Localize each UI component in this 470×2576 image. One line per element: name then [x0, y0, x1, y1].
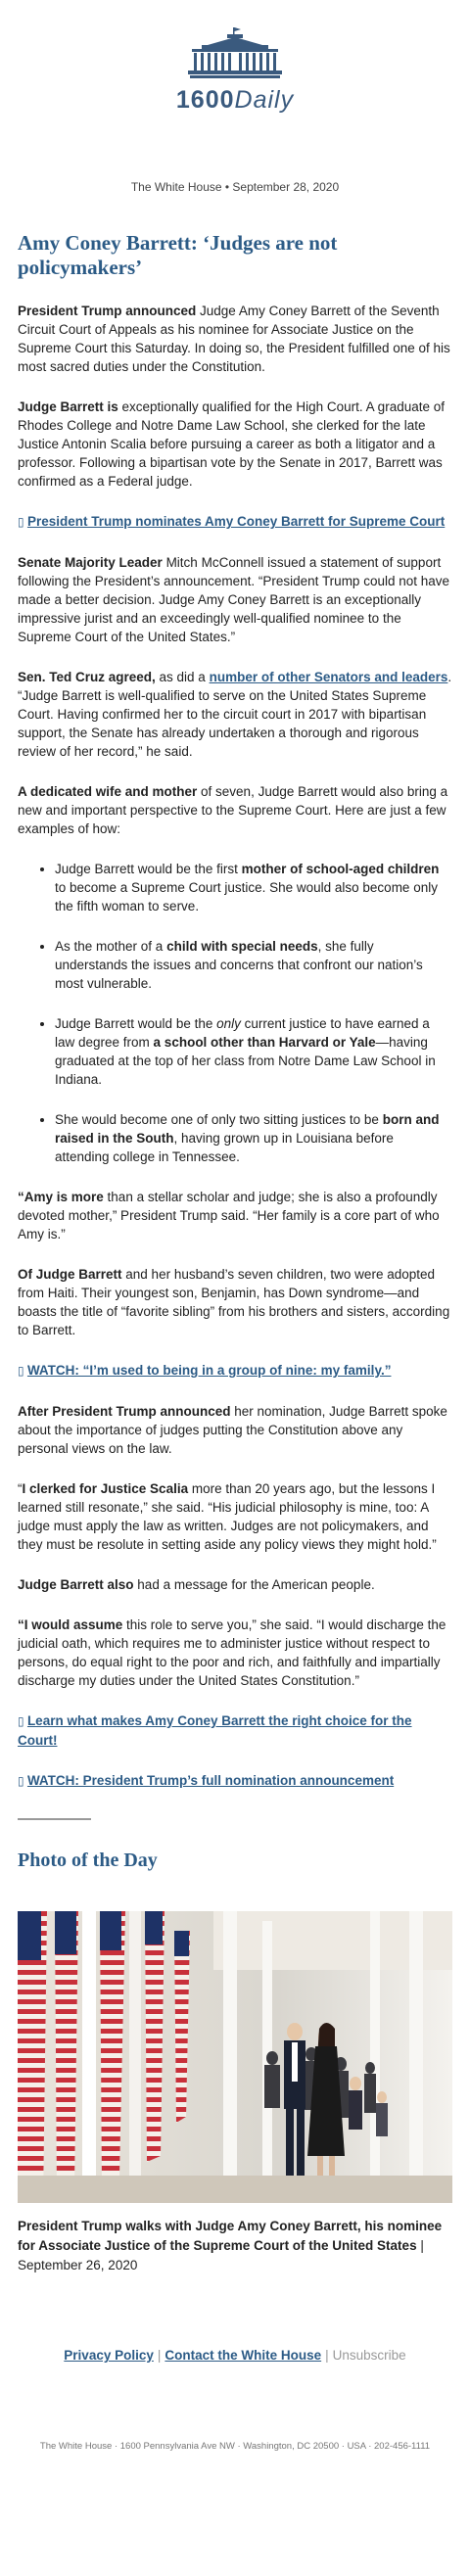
link-row-3 — [18, 1711, 452, 1750]
header — [0, 0, 470, 137]
bullet-list — [18, 860, 452, 1166]
footer-separator: | — [325, 2348, 329, 2363]
full-announcement-link[interactable]: WATCH: President Trump’s full nomination announcement — [26, 1773, 395, 1788]
paragraph-lead: President Trump announced — [18, 304, 197, 318]
paragraph-lead: Judge Barrett also — [18, 1577, 134, 1592]
list-emphasis: mother of school-aged children — [241, 862, 440, 876]
paragraph-lead: Sen. Ted Cruz agreed, — [18, 670, 156, 684]
list-text: —having graduated at the top of her class from Notre Dame Law School in Indiana. — [55, 1035, 436, 1087]
list-text: Judge Barrett would be the first — [55, 862, 242, 876]
paragraph-lead: “Amy is more — [18, 1190, 104, 1204]
paragraph-lead: After President Trump announced — [18, 1404, 231, 1419]
paragraph-5 — [18, 782, 452, 838]
list-text: to become a Supreme Court justice. She would also become only the fifth woman to serve. — [55, 880, 438, 913]
white-house-icon — [188, 27, 282, 82]
paragraph-4 — [18, 668, 452, 761]
paragraph-text: had a message for the American people. — [133, 1577, 375, 1592]
paragraph-lead: A dedicated wife and mother — [18, 784, 198, 799]
dateline: The White House • September 28, 2020 — [130, 180, 340, 194]
paragraph-text: more than 20 years ago, but the lessons I learned still resonate,” she said. “His judicial philosophy is mine, too: A judge must apply the law as written. Judges are not policymakers, and they must be resolute in setting aside any policy views they might hold.” — [18, 1481, 437, 1552]
paragraph-text: than a stellar scholar and judge; she is also a profoundly devoted mother,” President Trump said. “Her family is a core part of who Amy is.” — [18, 1190, 440, 1241]
paragraph-text: Mitch McConnell issued a statement of support following the President’s announcement. “President Trump could not have made a better decision. Judge Amy Coney Barrett is an exceptionally impressive jurist and an exceedingly well-qualified nominee to the Supreme Court of the United States.” — [18, 555, 450, 644]
paragraph-10 — [18, 1575, 452, 1594]
section-divider — [18, 1818, 91, 1820]
list-text: , she fully understands the issues and concerns that confront our nation’s most vulnerable. — [55, 939, 423, 991]
link-row-2 — [18, 1361, 452, 1381]
paragraph-text: Judge Amy Coney Barrett of the Seventh Circuit Court of Appeals as his nominee for Associate Justice on the Supreme Court this Saturday. In doing so, the President fulfilled one of his most sacred duties under the Constitution. — [18, 304, 450, 374]
paragraph-6 — [18, 1188, 452, 1243]
footer-separator: | — [157, 2348, 162, 2363]
paragraph-text: of seven, Judge Barrett would also bring a new and important perspective to the Supreme Court. Here are just a few examples of how: — [18, 784, 448, 836]
paragraph-1 — [18, 302, 452, 376]
paragraph-text: this role to serve you,” she said. “I would discharge the judicial oath, which requires me to administer justice without respect to persons, do equal right to the poor and rich, and faithfully and impartially discharge my duties under the United States Constitution.” — [18, 1617, 446, 1688]
contact-link[interactable]: Contact the White House — [164, 2348, 322, 2363]
paragraph-3 — [18, 553, 452, 646]
list-item — [55, 937, 452, 993]
unsubscribe-link[interactable]: Unsubscribe — [332, 2348, 406, 2363]
list-text: current justice to have earned a law degree from — [55, 1016, 430, 1050]
article — [0, 231, 470, 2275]
paragraph-text: . “Judge Barrett is well-qualified to serve on the United States Supreme Court. Having confirmed her to the circuit court in 2017 with bipartisan support, the Senate has already undertaken a thorough and rigorous review of her record,” he said. — [18, 670, 452, 759]
paragraph-lead: Senate Majority Leader — [18, 555, 163, 570]
link-arrow-icon: ▯ — [18, 1714, 27, 1728]
paragraph-text: as did a — [155, 670, 210, 684]
paragraph-text: and her husband’s seven children, two were adopted from Haiti. Their youngest son, Benjamin, has Down syndrome—and boasts the title of “favorite sibling” from his brothers and sisters, according to Barrett. — [18, 1267, 450, 1337]
paragraph-lead: Judge Barrett is — [18, 399, 118, 414]
caption-bold: President Trump walks with Judge Amy Coney Barrett, his nominee for Associate Justice of the Supreme Court of the United States — [18, 2219, 443, 2253]
paragraph-11 — [18, 1616, 452, 1690]
list-text: , having grown up in Louisiana before attending college in Tennessee. — [55, 1131, 394, 1164]
paragraph-7 — [18, 1265, 452, 1339]
link-row-1 — [18, 512, 452, 532]
open-quote: “ — [18, 1481, 23, 1496]
senators-link[interactable]: number of other Senators and leaders — [209, 670, 448, 684]
list-item — [55, 860, 452, 915]
link-row-4 — [18, 1771, 452, 1791]
photo-of-the-day — [18, 1911, 452, 2203]
link-arrow-icon: ▯ — [18, 1774, 27, 1788]
logo-number: 1600 — [175, 86, 235, 114]
paragraph-8 — [18, 1402, 452, 1458]
paragraph-text: exceptionally qualified for the High Court. A graduate of Rhodes College and Notre Dame Law School, she clerked for the late Justice Antonin Scalia before pursuing a career as both a litigator and a professor. Following a bipartisan vote by the Senate in 2017, Barrett was confirmed as a Federal judge. — [18, 399, 445, 489]
list-emphasis: born and raised in the South — [55, 1112, 440, 1146]
paragraph-lead: Of Judge Barrett — [18, 1267, 122, 1282]
list-text: As the mother of a — [55, 939, 167, 954]
nominates-link[interactable]: President Trump nominates Amy Coney Barrett for Supreme Court — [26, 514, 446, 529]
footer-address: The White House · 1600 Pennsylvania Ave NW · Washington, DC 20500 · USA · 202-456-1111 — [39, 2441, 431, 2452]
paragraph-text: her nomination, Judge Barrett spoke about the importance of judges putting the Constitution above any personal views on the law. — [18, 1404, 447, 1456]
caption-date: | September 26, 2020 — [18, 2238, 424, 2272]
right-choice-link[interactable]: Learn what makes Amy Coney Barrett the right choice for the Court! — [18, 1713, 412, 1748]
link-arrow-icon: ▯ — [18, 1364, 27, 1378]
photo-caption — [18, 2217, 452, 2275]
list-item — [55, 1110, 452, 1166]
list-item — [55, 1014, 452, 1089]
privacy-policy-link[interactable]: Privacy Policy — [64, 2348, 154, 2363]
link-arrow-icon: ▯ — [18, 515, 27, 529]
paragraph-lead: “I would assume — [18, 1617, 123, 1632]
list-text: Judge Barrett would be the — [55, 1016, 217, 1031]
logo-wordmark — [0, 86, 470, 115]
list-emphasis: a school other than Harvard or Yale — [153, 1035, 376, 1050]
paragraph-9 — [18, 1479, 452, 1554]
logo-word: Daily — [234, 86, 295, 114]
list-emphasis: child with special needs — [166, 939, 318, 954]
footer-links — [0, 2348, 470, 2363]
list-italic: only — [216, 1016, 241, 1031]
watch-family-link[interactable]: WATCH: “I’m used to being in a group of nine: my family.” — [26, 1363, 392, 1378]
paragraph-2 — [18, 398, 452, 491]
article-title: Amy Coney Barrett: ‘Judges are not policymakers’ — [18, 231, 338, 279]
rose-garden-photo — [18, 1911, 452, 2203]
paragraph-lead: I clerked for Justice Scalia — [22, 1481, 189, 1496]
photo-of-the-day-title: Photo of the Day — [18, 1850, 158, 1871]
list-text: She would become one of only two sitting justices to be — [55, 1112, 383, 1127]
